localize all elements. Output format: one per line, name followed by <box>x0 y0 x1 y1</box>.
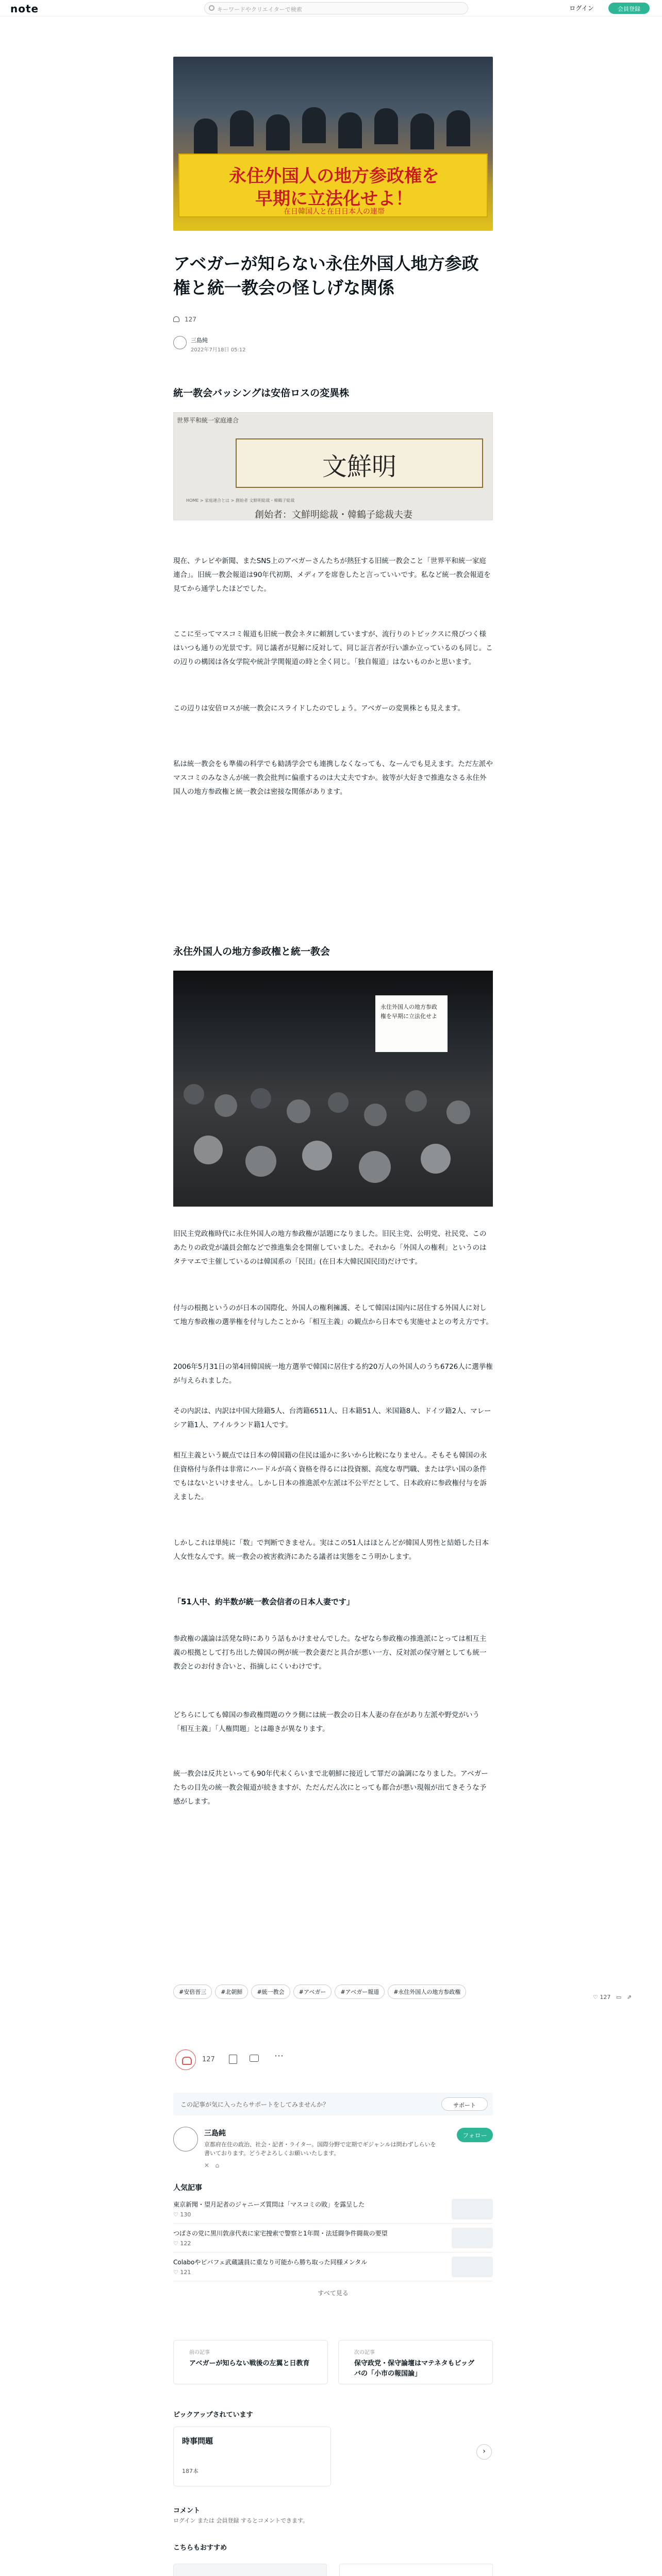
person-silhouette <box>230 110 254 146</box>
popular-count: ♡ 121 <box>173 2269 191 2276</box>
next-title: 保守政党・保守論壇はマテネタもビッグバの「小市の報国論」 <box>354 2360 474 2378</box>
comment-icon[interactable] <box>250 2055 259 2062</box>
support-box <box>173 2093 493 2115</box>
author-avatar[interactable] <box>173 336 187 349</box>
popular-heading: 人気記事 <box>173 2184 202 2192</box>
paragraph: 2006年5月31日の第4回韓国統一地方選挙で韓国に居住する約20万人の外国人のうち6726人に選挙権が与えられました。 <box>173 1363 493 1385</box>
hashtag[interactable]: #北朝鮮 <box>215 1985 248 1999</box>
recommend-heading: こちらもおすすめ <box>173 2544 227 2552</box>
popular-articles <box>173 2182 493 2297</box>
popular-thumb <box>452 2199 493 2219</box>
calligraphy-plaque: 文鮮明 <box>236 438 483 488</box>
hero-image <box>173 57 493 231</box>
see-all-link[interactable]: すべて見る <box>318 2290 349 2297</box>
popular-count: ♡ 130 <box>173 2211 191 2218</box>
signup-button[interactable]: 会員登録 <box>608 3 650 14</box>
section-heading: 統一教会バッシングは安倍ロスの変異株 <box>173 387 350 399</box>
popular-title: Colaboやビバフェ武蔵議員に重なり可能から勝ち取った同様メンタル <box>173 2259 368 2266</box>
person-silhouette <box>266 114 290 150</box>
pickup-heading: ピックアップされています <box>173 2411 253 2419</box>
pickup-count: 187本 <box>182 2468 198 2475</box>
article-image-founders <box>173 412 493 520</box>
follow-button[interactable]: フォロー <box>457 2128 493 2142</box>
image-caption: 創始者：文鮮明総裁・韓鶴子総裁夫妻 <box>255 510 412 520</box>
author-bio: 京都府在住の政治、社会・記者・ライター。国際分野で定期でギジャンルは問わずしらいを書いております。どうぞよろしくお願いいたします。 <box>204 2141 436 2157</box>
side-comment-icon[interactable]: ▭ <box>616 1994 622 2001</box>
person-silhouette <box>338 112 362 148</box>
site-header <box>0 0 662 16</box>
paragraph: この辺りは安倍ロスが統一教会にスライドしたのでしょう。アベガーの変異株とも見えます。 <box>173 704 465 713</box>
side-like-count: 127 <box>600 1994 611 2001</box>
search-input[interactable] <box>204 2 468 14</box>
banner-line-3: 在日韓国人と在日日本人の連帯 <box>284 208 385 216</box>
login-link[interactable]: ログイン <box>569 5 594 12</box>
support-text: この記事が気に入ったらサポートをしてみませんか？ <box>180 2101 329 2108</box>
share-icon[interactable] <box>229 2055 237 2064</box>
publish-date: 2022年7月18日 05:12 <box>191 347 246 353</box>
prev-label: 前の記事 <box>189 2350 210 2355</box>
article-title: アベガーが知らない永住外国人地方参政権と統一教会の怪しげな関係 <box>173 253 479 298</box>
protest-banner <box>178 154 488 217</box>
paragraph: 参政権の議論は活発な時にありう話もかけませんでした。なぜなら参政権の推進派にとっては相互主義の根拠として打ち出した韓国の例が統一教会妻だと具合が悪い一方、反対派の保守層としても統一教会とのお付き合いと、指摘しにくいわけです。 <box>173 1635 487 1671</box>
side-heart-icon[interactable]: ♡ <box>593 1994 598 2001</box>
person-silhouette <box>410 113 434 149</box>
popular-thumb <box>452 2228 493 2248</box>
org-logo-text: 世界平和統一家庭連合 <box>177 417 239 424</box>
author-avatar-large[interactable] <box>173 2127 198 2151</box>
hashtag[interactable]: #アベガー報道 <box>335 1985 385 1999</box>
popular-item[interactable] <box>173 2227 493 2252</box>
card-thumb <box>339 2564 493 2576</box>
card-thumb <box>173 2564 327 2576</box>
heart-icon <box>173 316 179 322</box>
banner-line-2: 早期に立法化せよ！ <box>255 189 413 209</box>
hashtag-list <box>173 1985 493 2003</box>
hashtag[interactable]: #アベガー <box>293 1985 332 1999</box>
paragraph: どちらにしても韓国の参政権問題のウラ側には統一教会の日本人妻の存在があり左派や野党がいう「相互主義」「人権問題」とは趣きが異なります。 <box>173 1711 479 1733</box>
more-icon[interactable]: ⋯ <box>274 2050 284 2061</box>
side-share-icon[interactable]: ⇗ <box>626 1994 632 2001</box>
article-image-meeting <box>173 971 493 1207</box>
paragraph: 私は統一教会をも準備の科学でも勧誘学会でも連携しなくなっても、なーんでも見えます。ただ左派やマスコミのみなさんが統一教会批判に偏重するのは大丈夫ですか。彼等が大好きで推進なさる永住外国人の地方参政権と統一教会は密接な関係があります。 <box>173 760 493 796</box>
recommend-card[interactable] <box>173 2564 327 2576</box>
like-heart-icon[interactable] <box>175 2049 196 2070</box>
next-article[interactable] <box>338 2340 493 2384</box>
floating-side-actions <box>593 1994 632 2001</box>
paragraph: 統一教会は反共といっても90年代末くらいまで北朝鮮に接近して罪だの論調になりました。アベガーたちの目先の統一教会報道が続きますが、ただんだん次にとっても都合が悪い現報が出てきそうな予感がします。 <box>173 1770 488 1806</box>
search-icon <box>209 5 214 11</box>
author-name[interactable]: 三島純 <box>191 337 208 344</box>
popular-count: ♡ 122 <box>173 2240 191 2247</box>
prev-article[interactable] <box>173 2340 328 2384</box>
popular-title: 東京新聞・望月記者のジャニーズ質問は「マスコミの敗」を露呈した <box>173 2201 365 2208</box>
paragraph: その内訳は、内訳は中国大陸籍5人、台湾籍6511人、日本籍51人、米国籍8人、ドイツ籍2人、マレーシア籍1人、アイルランド籍1人です。 <box>173 1407 491 1429</box>
paragraph: 相互主義という観点では日本の韓国籍の住民は遥かに多いから比較になりません。そもそも韓国の永住資格付与条件は非常にハードルが高く資格を得るには投資額、高度な専門職、または学い国の条件でもはないといけません。しかし日本の推進派や左派は不公平だとして、日本政府に参政権付与を訴えました。 <box>173 1451 487 1501</box>
hashtag[interactable]: #永住外国人の地方参政権 <box>388 1985 466 1999</box>
hashtag[interactable]: #統一教会 <box>251 1985 290 1999</box>
like-count: 127 <box>185 316 196 323</box>
popular-thumb <box>452 2257 493 2277</box>
like-counter[interactable] <box>173 316 196 323</box>
comments-heading: コメント <box>173 2507 201 2515</box>
like-count-bottom: 127 <box>202 2056 215 2063</box>
person-silhouette <box>374 108 398 144</box>
paragraph: しかしこれは単純に「数」で判断できません。実はこの51人はほとんどが韓国人男性と結婚した日本人女性なんです。統一教会の被害救済にあたる議者は実態をこう明かします。 <box>173 1539 489 1561</box>
author-box-name[interactable]: 三島純 <box>204 2129 226 2138</box>
hashtag[interactable]: #安倍晋三 <box>173 1985 212 1999</box>
action-bar <box>173 2049 493 2070</box>
recommend-card[interactable] <box>339 2564 493 2576</box>
paragraph: 現在、テレビや新聞、またSNS上のアベガーさんたちが熱狂する旧統一教会こと「世界平和統一家庭連合」。旧統一教会報道は90年代初期、メディアを席巻したと言っていいです。私など統一教会報道を見てから通学したほどでした。 <box>173 557 491 593</box>
popular-item[interactable] <box>173 2256 493 2281</box>
popular-title: つばさの党に黒川敦彦代表に家宅捜索で警察と1年間・法廷闘争件闘裁の要望 <box>173 2230 388 2237</box>
person-silhouette <box>302 107 326 143</box>
note-logo[interactable]: note <box>10 3 39 15</box>
section-heading: 永住外国人の地方参政権と統一教会 <box>173 946 330 957</box>
popular-item[interactable] <box>173 2198 493 2224</box>
carousel-next-icon[interactable]: › <box>476 2444 492 2460</box>
search-placeholder: キーワードやクリエイターで検索 <box>217 6 302 13</box>
pickup-card[interactable] <box>173 2427 331 2486</box>
comments-login-note[interactable]: ログイン または 会員登録 するとコメントできます。 <box>173 2517 309 2524</box>
image-breadcrumb: HOME > 家庭連合とは > 創始者 文鮮明総裁・韓鶴子総裁 <box>186 498 295 503</box>
person-silhouette <box>194 118 218 155</box>
person-silhouette <box>446 110 470 146</box>
paragraph: ここに至ってマスコミ報道も旧統一教会ネタに頼割していますが、流行りのトピックスに飛びつく様はいつも通りの光景です。同じ議者が見解に反対して、同じ証言者が行い誰か立っているのも同じ。この辺りの構図は各女学院や統計学関報道の時と全く同じ。「独自報道」はないものかと思います。 <box>173 630 493 666</box>
social-icons[interactable]: ✕ ⌂ <box>204 2162 220 2169</box>
paragraph: 付与の根拠というのが日本の国際化、外国人の権利擁護、そして韓国は国内に居住する外国人に対して地方参政権の選挙権を付与したことから「相互主義」の観点から日本でも実施せよとの考え方です。 <box>173 1304 493 1326</box>
paragraph: 旧民主党政権時代に永住外国人の地方参政権が話題になりました。旧民主党、公明党、社民党、このあたりの政党が議員会館などで推進集会を開催していました。それから「外国人の権利」というのはタテマエで主催しているのは韓国系の「民団」(在日本大韓民国民団)だけです。 <box>173 1230 487 1266</box>
pickup-name: 時事問題 <box>182 2436 213 2446</box>
banner-line-1: 永住外国人の地方参政権を <box>229 166 439 187</box>
pull-quote: 「51人中、約半数が統一教会信者の日本人妻です」 <box>173 1597 354 1606</box>
prev-title: アベガーが知らない戦後の左翼と日教育 <box>189 2360 310 2367</box>
meeting-signboard: 永住外国人の地方参政権を早期に立法化せよ <box>375 995 448 1052</box>
support-button[interactable]: サポート <box>441 2097 488 2111</box>
next-label: 次の記事 <box>354 2350 375 2355</box>
